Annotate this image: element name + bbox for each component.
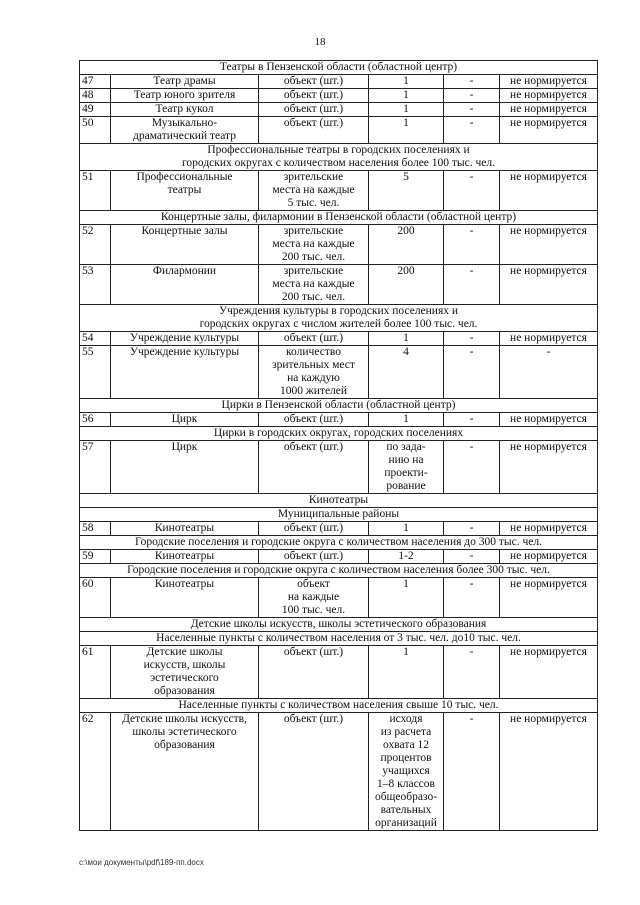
dash-cell: - [444, 89, 500, 103]
norm-status: не нормируется [500, 441, 598, 494]
unit-of-measure: объект (шт.) [259, 522, 369, 536]
section-row [80, 564, 598, 578]
section-row [80, 618, 598, 632]
unit-of-measure: зрительские места на каждые 200 тыс. чел. [259, 265, 369, 305]
dash-cell: - [444, 117, 500, 144]
section-heading: Профессиональные театры в городских поселениях и городских округах с количеством населения более 100 тыс. чел. [80, 144, 598, 171]
norm-status: - [500, 346, 598, 399]
table-row [80, 550, 598, 564]
dash-cell: - [444, 713, 500, 831]
dash-cell: - [444, 522, 500, 536]
table-row [80, 441, 598, 494]
row-number: 55 [80, 346, 111, 399]
min-value: по зада- нию на проекти- рование [369, 441, 444, 494]
object-name: Театр кукол [111, 103, 259, 117]
dash-cell: - [444, 225, 500, 265]
min-value: 200 [369, 225, 444, 265]
unit-of-measure: объект (шт.) [259, 117, 369, 144]
row-number: 47 [80, 75, 111, 89]
section-heading: Цирки в Пензенской области (областной центр) [80, 399, 598, 413]
table-row [80, 332, 598, 346]
norm-status: не нормируется [500, 713, 598, 831]
row-number: 59 [80, 550, 111, 564]
dash-cell: - [444, 171, 500, 211]
row-number: 49 [80, 103, 111, 117]
table-row [80, 713, 598, 831]
norm-status: не нормируется [500, 103, 598, 117]
min-value: исходя из расчета охвата 12 процентов учащихся 1–8 классов общеобразо- вательных организаций [369, 713, 444, 831]
dash-cell: - [444, 75, 500, 89]
table-row [80, 646, 598, 699]
object-name: Концертные залы [111, 225, 259, 265]
min-value: 1 [369, 75, 444, 89]
norm-status: не нормируется [500, 117, 598, 144]
unit-of-measure: объект (шт.) [259, 103, 369, 117]
norm-status: не нормируется [500, 522, 598, 536]
unit-of-measure: объект (шт.) [259, 89, 369, 103]
dash-cell: - [444, 265, 500, 305]
section-heading: Городские поселения и городские округа с количеством населения до 300 тыс. чел. [80, 536, 598, 550]
section-row [80, 508, 598, 522]
table-row [80, 346, 598, 399]
row-number: 61 [80, 646, 111, 699]
table-row [80, 171, 598, 211]
unit-of-measure: объект (шт.) [259, 413, 369, 427]
min-value: 1 [369, 89, 444, 103]
row-number: 57 [80, 441, 111, 494]
unit-of-measure: объект (шт.) [259, 550, 369, 564]
min-value: 1 [369, 646, 444, 699]
object-name: Музыкально- драматический театр [111, 117, 259, 144]
table-row [80, 117, 598, 144]
object-name: Кинотеатры [111, 550, 259, 564]
table-row [80, 522, 598, 536]
min-value: 200 [369, 265, 444, 305]
table-row [80, 75, 598, 89]
object-name: Театр юного зрителя [111, 89, 259, 103]
section-row [80, 427, 598, 441]
object-name: Детские школы искусств, школы эстетического образования [111, 713, 259, 831]
min-value: 1 [369, 413, 444, 427]
row-number: 56 [80, 413, 111, 427]
norm-status: не нормируется [500, 89, 598, 103]
norm-status: не нормируется [500, 225, 598, 265]
section-heading: Населенные пункты с количеством населения свыше 10 тыс. чел. [80, 699, 598, 713]
row-number: 48 [80, 89, 111, 103]
section-row [80, 699, 598, 713]
min-value: 1-2 [369, 550, 444, 564]
section-row [80, 144, 598, 171]
norm-status: не нормируется [500, 413, 598, 427]
norm-status: не нормируется [500, 265, 598, 305]
min-value: 4 [369, 346, 444, 399]
row-number: 60 [80, 578, 111, 618]
section-row [80, 399, 598, 413]
section-row [80, 305, 598, 332]
table-row [80, 578, 598, 618]
object-name: Цирк [111, 441, 259, 494]
row-number: 58 [80, 522, 111, 536]
norms-table [79, 60, 598, 831]
norm-status: не нормируется [500, 550, 598, 564]
section-heading: Кинотеатры [80, 494, 598, 508]
unit-of-measure: зрительские места на каждые 5 тыс. чел. [259, 171, 369, 211]
object-name: Филармонии [111, 265, 259, 305]
unit-of-measure: зрительские места на каждые 200 тыс. чел. [259, 225, 369, 265]
object-name: Кинотеатры [111, 522, 259, 536]
file-path-footer: c:\мои документы\pdf\189-пп.docx [79, 858, 204, 867]
object-name: Учреждение культуры [111, 346, 259, 399]
min-value: 5 [369, 171, 444, 211]
row-number: 51 [80, 171, 111, 211]
section-row [80, 211, 598, 225]
section-heading: Театры в Пензенской области (областной центр) [80, 61, 598, 75]
unit-of-measure: объект (шт.) [259, 441, 369, 494]
object-name: Профессиональные театры [111, 171, 259, 211]
min-value: 1 [369, 522, 444, 536]
table-row [80, 103, 598, 117]
norm-status: не нормируется [500, 646, 598, 699]
norm-status: не нормируется [500, 171, 598, 211]
section-row [80, 494, 598, 508]
dash-cell: - [444, 346, 500, 399]
dash-cell: - [444, 646, 500, 699]
section-row [80, 632, 598, 646]
table-row [80, 225, 598, 265]
table-row [80, 413, 598, 427]
object-name: Кинотеатры [111, 578, 259, 618]
unit-of-measure: объект (шт.) [259, 713, 369, 831]
section-heading: Детские школы искусств, школы эстетического образования [80, 618, 598, 632]
row-number: 62 [80, 713, 111, 831]
unit-of-measure: объект (шт.) [259, 646, 369, 699]
page-number: 18 [314, 36, 326, 48]
min-value: 1 [369, 578, 444, 618]
row-number: 54 [80, 332, 111, 346]
dash-cell: - [444, 332, 500, 346]
object-name: Учреждение культуры [111, 332, 259, 346]
section-row [80, 61, 598, 75]
row-number: 53 [80, 265, 111, 305]
object-name: Театр драмы [111, 75, 259, 89]
dash-cell: - [444, 441, 500, 494]
dash-cell: - [444, 578, 500, 618]
norm-status: не нормируется [500, 332, 598, 346]
unit-of-measure: количество зрительных мест на каждую 1000 жителей [259, 346, 369, 399]
section-heading: Цирки в городских округах, городских поселениях [80, 427, 598, 441]
norm-status: не нормируется [500, 578, 598, 618]
section-heading: Населенные пункты с количеством населения от 3 тыс. чел. до10 тыс. чел. [80, 632, 598, 646]
section-heading: Учреждения культуры в городских поселениях и городских округах с числом жителей более 100 тыс. чел. [80, 305, 598, 332]
unit-of-measure: объект на каждые 100 тыс. чел. [259, 578, 369, 618]
dash-cell: - [444, 550, 500, 564]
section-heading: Городские поселения и городские округа с количеством населения более 300 тыс. чел. [80, 564, 598, 578]
row-number: 50 [80, 117, 111, 144]
unit-of-measure: объект (шт.) [259, 75, 369, 89]
min-value: 1 [369, 332, 444, 346]
table-row [80, 265, 598, 305]
section-row [80, 536, 598, 550]
norm-status: не нормируется [500, 75, 598, 89]
unit-of-measure: объект (шт.) [259, 332, 369, 346]
min-value: 1 [369, 117, 444, 144]
row-number: 52 [80, 225, 111, 265]
object-name: Цирк [111, 413, 259, 427]
dash-cell: - [444, 103, 500, 117]
table-row [80, 89, 598, 103]
object-name: Детские школы искусств, школы эстетического образования [111, 646, 259, 699]
min-value: 1 [369, 103, 444, 117]
dash-cell: - [444, 413, 500, 427]
section-heading: Муниципальные районы [80, 508, 598, 522]
section-heading: Концертные залы, филармонии в Пензенской области (областной центр) [80, 211, 598, 225]
